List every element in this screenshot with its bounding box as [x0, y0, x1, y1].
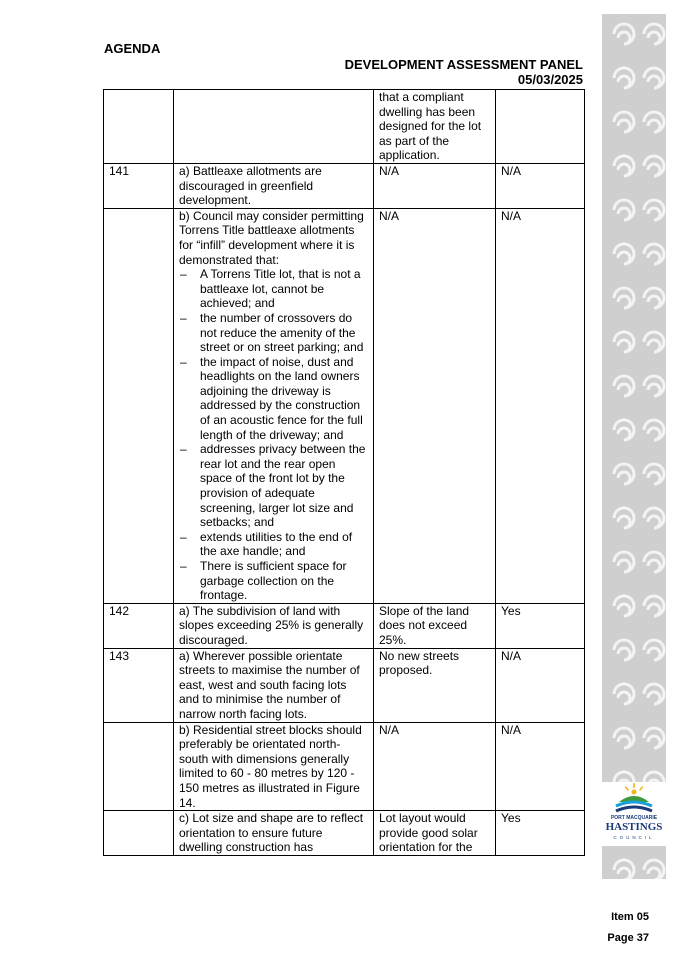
- page-number: Page 37: [607, 932, 649, 944]
- agenda-label: AGENDA: [104, 41, 161, 56]
- response-text: Slope of the land does not exceed 25%.: [374, 603, 496, 648]
- logo-line2: HASTINGS: [605, 821, 663, 833]
- list-item: – the impact of noise, dust and headlights on the land owners adjoining the driveway is addressed by the construction of an acoustic fence for the full length of the driveway; and: [179, 355, 369, 443]
- panel-date: 05/03/2025: [517, 72, 583, 87]
- requirement-text: [174, 648, 374, 722]
- requirement-paragraph: a) Wherever possible orientate streets to maximise the number of east, west and south facing lots and to minimise the number of narrow north facing lots.: [179, 648, 360, 721]
- clause-number: 142: [104, 603, 174, 648]
- compliance-status: N/A: [496, 648, 585, 722]
- requirement-text: [174, 208, 374, 603]
- list-item: – addresses privacy between the rear lot and the rear open space of the front lot by the provision of adequate screening, larger lot size and setbacks; and: [179, 442, 369, 530]
- requirement-text: [174, 163, 374, 208]
- clause-number: [104, 90, 174, 164]
- requirement-text: [174, 811, 374, 856]
- panel-title: DEVELOPMENT ASSESSMENT PANEL: [344, 57, 583, 72]
- table-row: [104, 603, 585, 648]
- response-text: Lot layout would provide good solar orientation for the: [374, 811, 496, 856]
- table-row: [104, 722, 585, 811]
- list-item: – the number of crossovers do not reduce the amenity of the street or on street parking; and: [179, 311, 369, 355]
- response-text: N/A: [374, 163, 496, 208]
- table-row: [104, 90, 585, 164]
- response-text: N/A: [374, 722, 496, 811]
- requirement-text: [174, 90, 374, 164]
- panel-header: [345, 57, 583, 87]
- clause-number: [104, 811, 174, 856]
- compliance-status: [496, 90, 585, 164]
- requirement-list: [179, 267, 369, 603]
- table-row: [104, 163, 585, 208]
- compliance-status: N/A: [496, 722, 585, 811]
- requirement-paragraph: b) Council may consider permitting Torrens Title battleaxe allotments for “infill” development where it is demonstrated that:: [179, 208, 364, 267]
- response-text: that a compliant dwelling has been designed for the lot as part of the application.: [374, 90, 496, 164]
- requirement-paragraph: a) The subdivision of land with slopes exceeding 25% is generally discouraged.: [179, 603, 364, 647]
- logo-emblem-icon: [602, 782, 666, 816]
- logo-line3: COUNCIL: [613, 835, 655, 840]
- list-item: – A Torrens Title lot, that is not a battleaxe lot, cannot be achieved; and: [179, 267, 369, 311]
- response-text: N/A: [374, 208, 496, 603]
- list-item: – There is sufficient space for garbage collection on the frontage.: [179, 559, 369, 603]
- council-logo: [602, 782, 666, 846]
- table-row: [104, 208, 585, 603]
- response-text: No new streets proposed.: [374, 648, 496, 722]
- clause-number: [104, 722, 174, 811]
- compliance-status: Yes: [496, 811, 585, 856]
- requirement-text: [174, 603, 374, 648]
- assessment-table: [103, 89, 585, 856]
- item-number: Item 05: [611, 911, 649, 923]
- clause-number: [104, 208, 174, 603]
- clause-number: 143: [104, 648, 174, 722]
- swirl-pattern: [602, 14, 666, 879]
- compliance-status: N/A: [496, 208, 585, 603]
- decorative-sidebar: [602, 14, 666, 879]
- table-row: [104, 811, 585, 856]
- requirement-paragraph: c) Lot size and shape are to reflect orientation to ensure future dwelling construction has: [179, 811, 364, 855]
- logo-line1: PORT MACQUARIE: [610, 815, 658, 821]
- clause-number: 141: [104, 163, 174, 208]
- requirement-paragraph: b) Residential street blocks should preferably be orientated north-south with dimensions generally limited to 60 - 80 metres by 120 - 150 metres as illustrated in Figure 14.: [179, 722, 362, 810]
- table-row: [104, 648, 585, 722]
- compliance-status: Yes: [496, 603, 585, 648]
- requirement-paragraph: a) Battleaxe allotments are discouraged in greenfield development.: [179, 163, 322, 208]
- list-item: – extends utilities to the end of the axe handle; and: [179, 530, 369, 559]
- requirement-text: [174, 722, 374, 811]
- compliance-status: N/A: [496, 163, 585, 208]
